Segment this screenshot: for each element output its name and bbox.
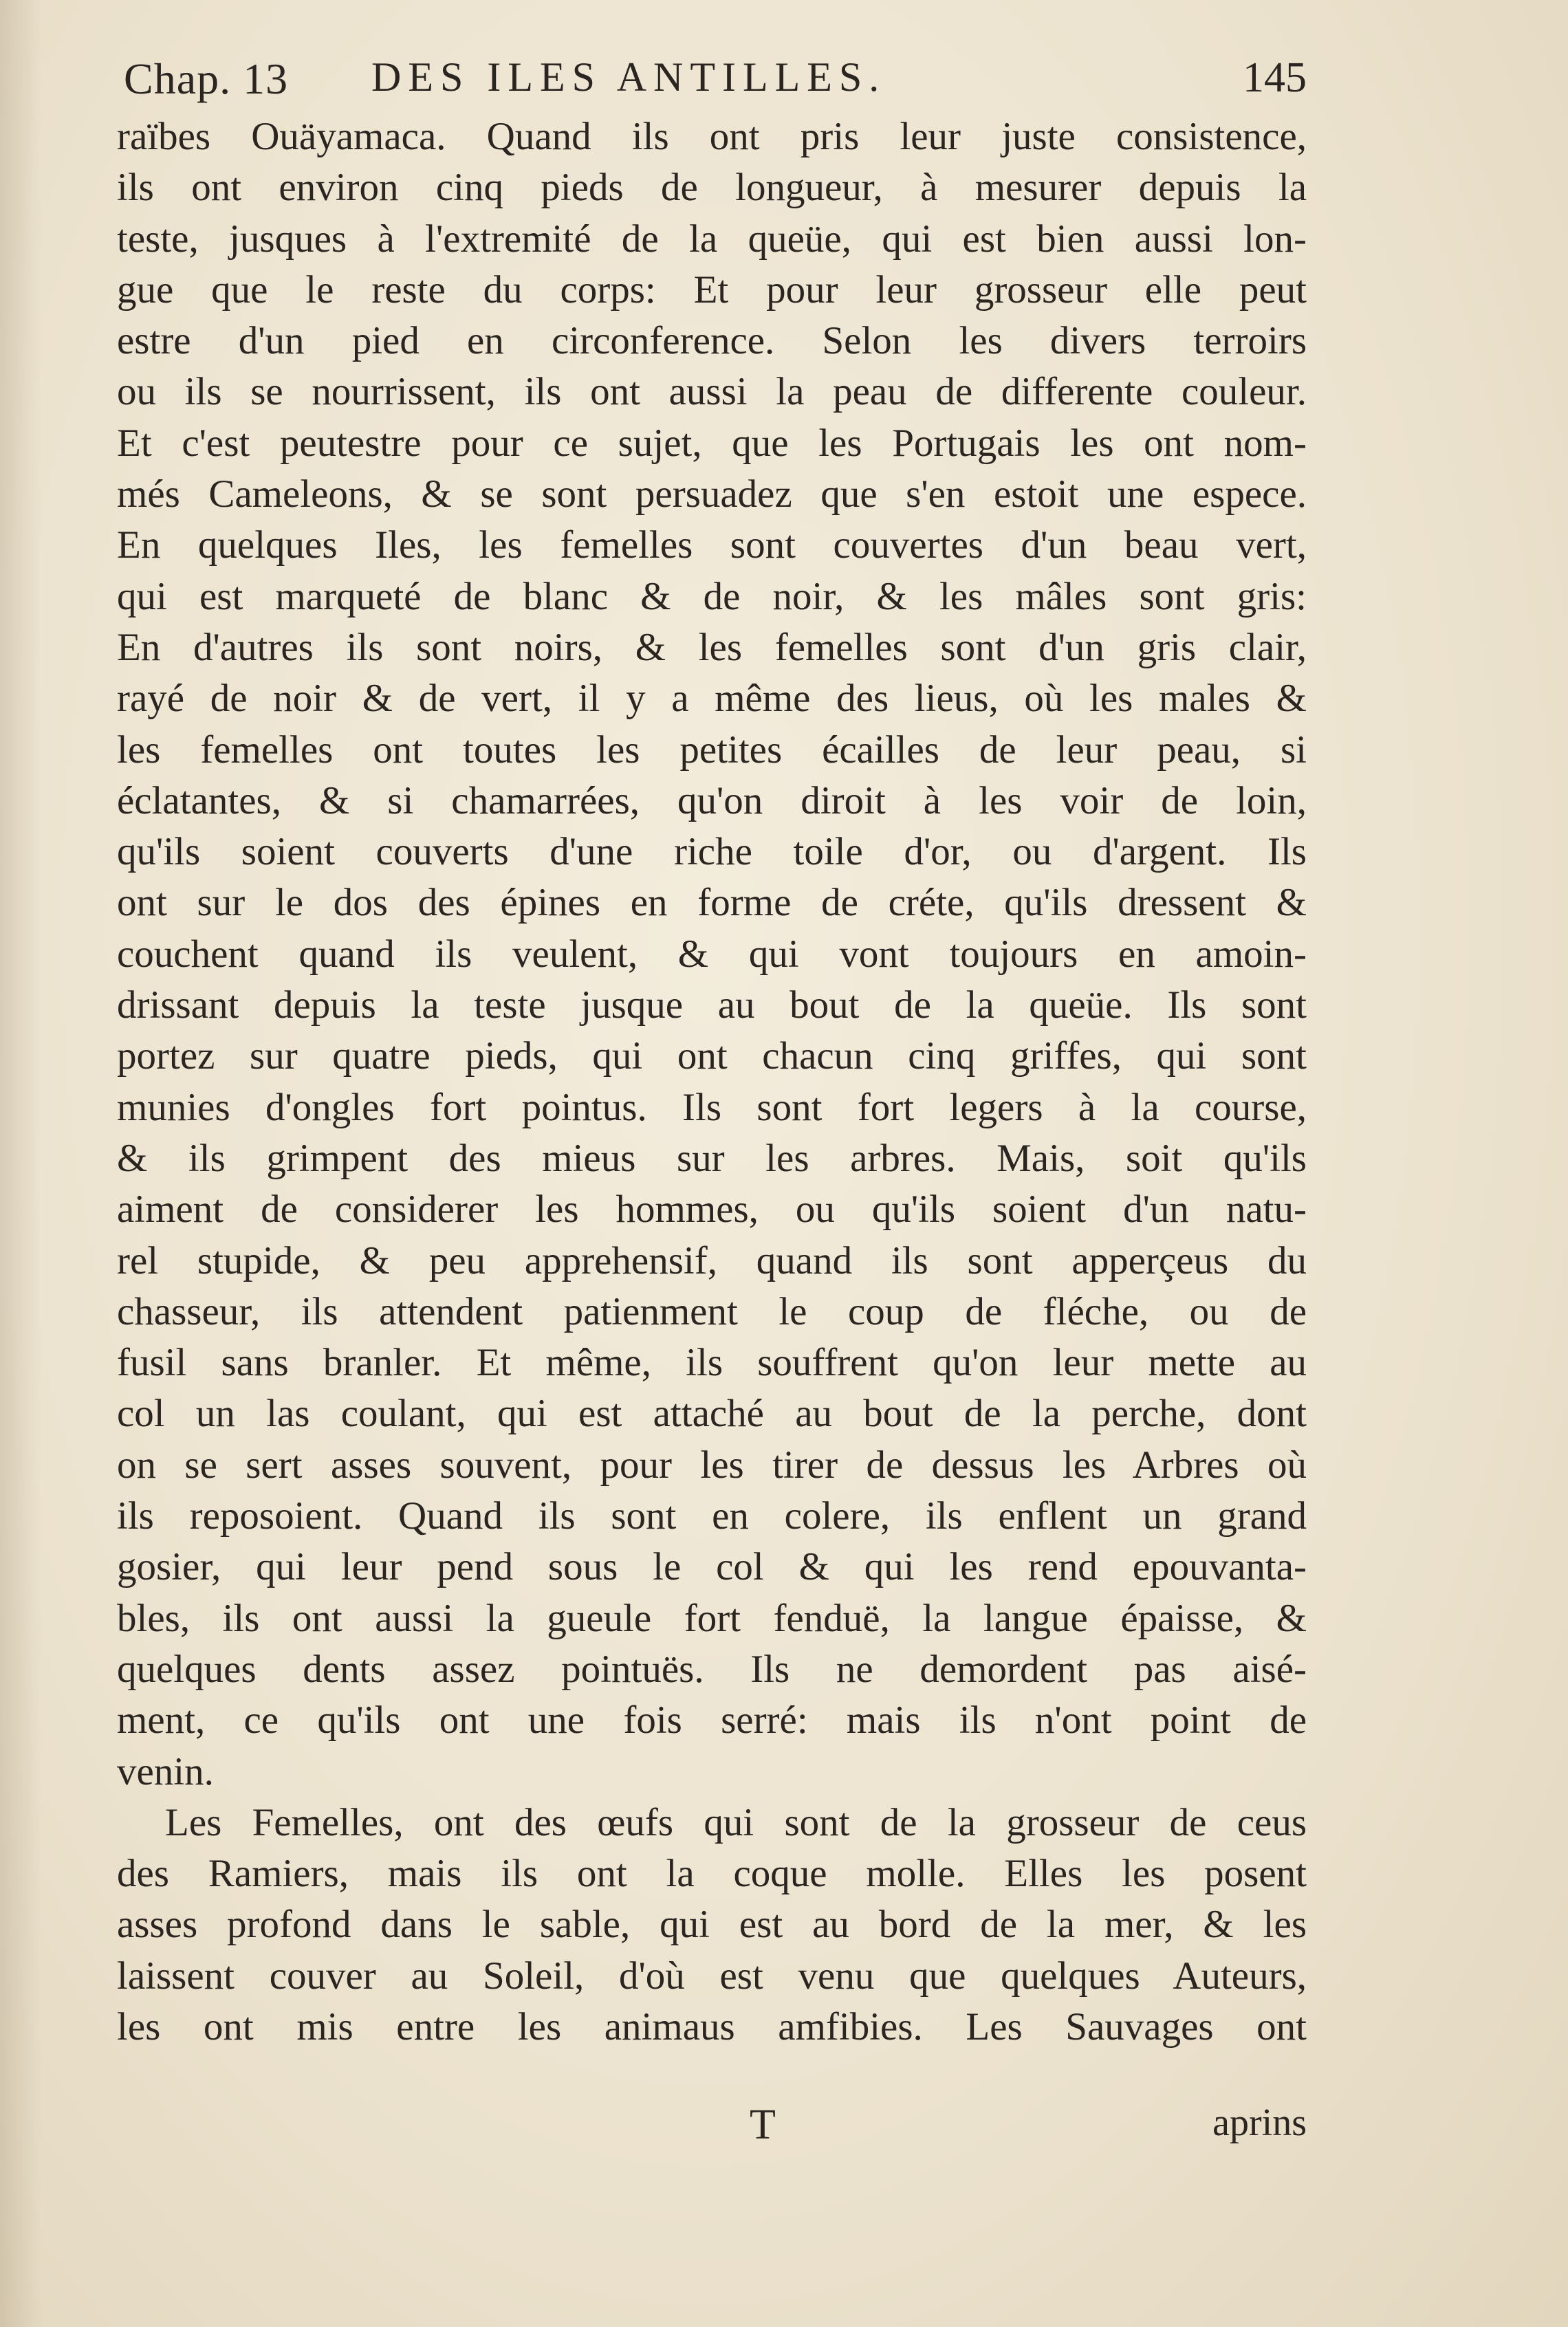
text-line: & ils grimpent des mieus sur les arbres. Mais, soit qu'ils (117, 1136, 1307, 1180)
text-line: ment, ce qu'ils ont une fois serré: mais ils n'ont point de (117, 1698, 1307, 1742)
page-footer (117, 2101, 1307, 2163)
text-line: qui est marqueté de blanc & de noir, & les mâles sont gris: (117, 574, 1307, 618)
body-text (117, 111, 1307, 2053)
text-line: col un las coulant, qui est attaché au bout de la perche, dont (117, 1392, 1307, 1436)
text-line: Et c'est peutestre pour ce sujet, que les Portugais les ont nom- (117, 421, 1307, 465)
text-line: drissant depuis la teste jusque au bout de la queüe. Ils sont (117, 983, 1307, 1027)
gutter-shadow (0, 0, 41, 2327)
text-line: chasseur, ils attendent patienment le coup de fléche, ou de (117, 1289, 1307, 1333)
text-line: teste, jusques à l'extremité de la queüe, qui est bien aussi lon- (117, 217, 1307, 261)
text-line: estre d'un pied en circonference. Selon les divers terroirs (117, 319, 1307, 363)
text-line: éclatantes, & si chamarrées, qu'on diroit à les voir de loin, (117, 778, 1307, 822)
text-line: fusil sans branler. Et même, ils souffrent qu'on leur mette au (117, 1341, 1307, 1385)
text-line: ils ont environ cinq pieds de longueur, à mesurer depuis la (117, 166, 1307, 210)
text-line: des Ramiers, mais ils ont la coque molle. Elles les posent (117, 1852, 1307, 1896)
text-line: couchent quand ils veulent, & qui vont toujours en amoin- (117, 932, 1307, 976)
running-title: DES ILES ANTILLES. (371, 54, 886, 100)
text-line: quelques dents assez pointuës. Ils ne demordent pas aisé- (117, 1647, 1307, 1691)
text-line: rayé de noir & de vert, il y a même des lieus, où les males & (117, 677, 1307, 721)
text-line: ils reposoient. Quand ils sont en colere, ils enflent un grand (117, 1494, 1307, 1538)
text-line: En quelques Iles, les femelles sont couvertes d'un beau vert, (117, 523, 1307, 567)
text-line: les femelles ont toutes les petites écailles de leur peau, si (117, 728, 1307, 772)
text-line: raïbes Ouäyamaca. Quand ils ont pris leur juste consistence, (117, 115, 1307, 158)
text-line: ont sur le dos des épines en forme de créte, qu'ils dressent & (117, 881, 1307, 925)
text-line: més Cameleons, & se sont persuadez que s'en estoit une espece. (117, 472, 1307, 516)
text-line: venin. (117, 1749, 214, 1793)
text-line: bles, ils ont aussi la gueule fort fenduë, la langue épaisse, & (117, 1596, 1307, 1640)
text-line: qu'ils soient couverts d'une riche toile d'or, ou d'argent. Ils (117, 830, 1307, 874)
text-line: rel stupide, & peu apprehensif, quand ils sont apperçeus du (117, 1238, 1307, 1282)
text-line: gue que le reste du corps: Et pour leur grosseur elle peut (117, 267, 1307, 312)
text-line: Les Femelles, ont des œufs qui sont de la grosseur de ceus (165, 1800, 1307, 1844)
signature-mark: T (750, 2101, 776, 2148)
text-line: portez sur quatre pieds, qui ont chacun cinq griffes, qui sont (117, 1034, 1307, 1078)
page-header (124, 40, 1307, 122)
text-line: En d'autres ils sont noirs, & les femelles sont d'un gris clair, (117, 625, 1307, 669)
text-line: gosier, qui leur pend sous le col & qui les rend epouvanta- (117, 1545, 1307, 1589)
text-line: les ont mis entre les animaus amfibies. Les Sauvages ont (117, 2004, 1307, 2049)
text-line: asses profond dans le sable, qui est au bord de la mer, & les (117, 1903, 1307, 1947)
page-number: 145 (1243, 54, 1307, 101)
text-line: on se sert asses souvent, pour les tirer de dessus les Arbres où (117, 1443, 1307, 1487)
text-line: aiment de considerer les hommes, ou qu'ils soient d'un natu- (117, 1188, 1307, 1232)
chapter-running-head: Chap. 13 (124, 54, 289, 103)
text-line: munies d'ongles fort pointus. Ils sont fort legers à la course, (117, 1085, 1307, 1129)
catchword: aprins (1212, 2101, 1307, 2144)
text-line: ou ils se nourrissent, ils ont aussi la peau de differente couleur. (117, 370, 1307, 414)
text-line: laissent couver au Soleil, d'où est venu que quelques Auteurs, (117, 1954, 1307, 1998)
